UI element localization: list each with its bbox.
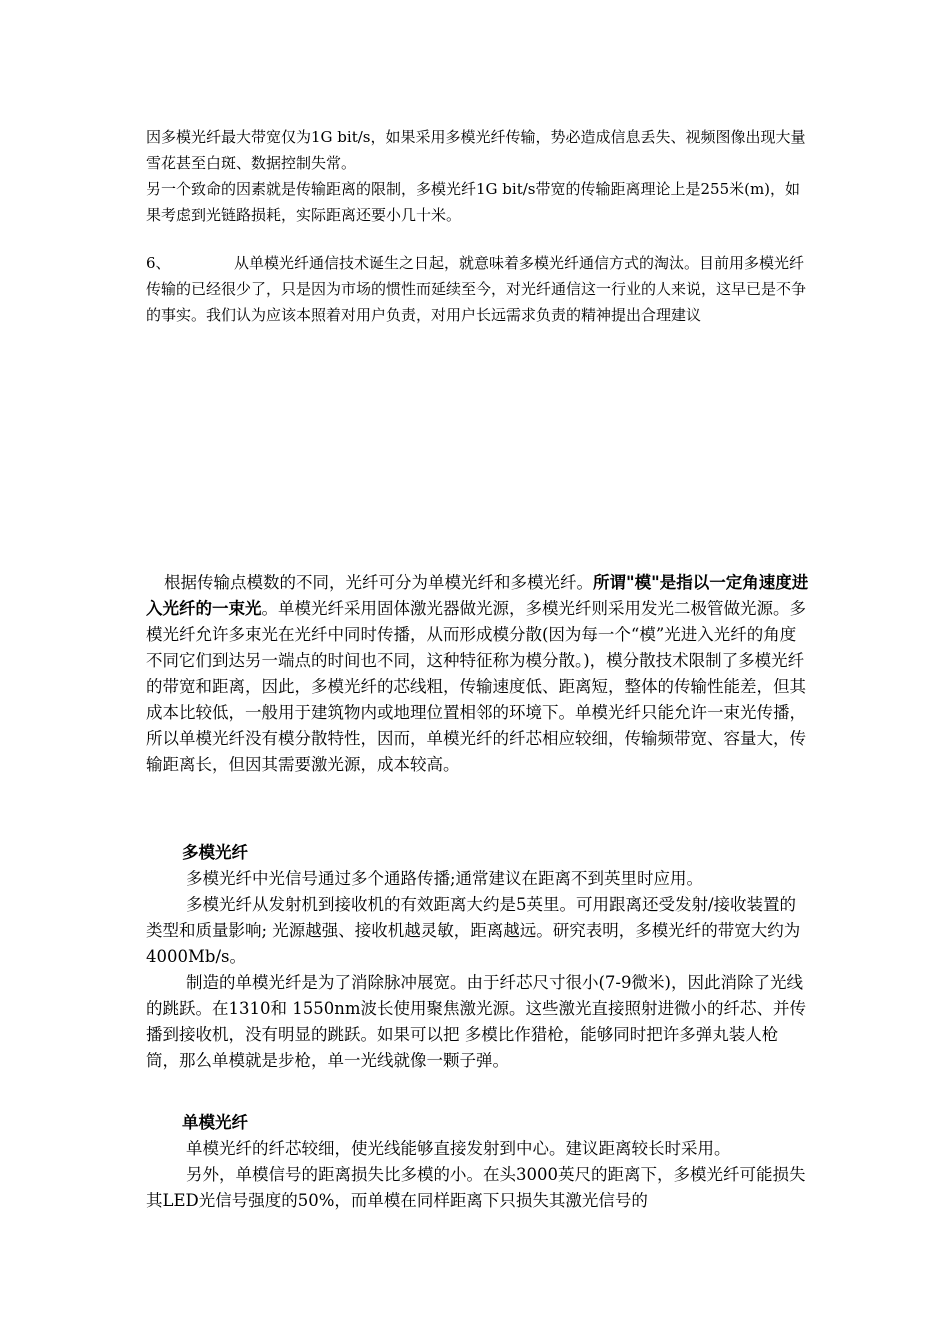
paragraph-distance: 另一个致命的因素就是传输距离的限制，多模光纤1G bit/s带宽的传输距离理论上是255米(m)，如果考虑到光链路损耗，实际距离还要小几十米。 — [146, 180, 801, 224]
paragraph-bandwidth: 因多模光纤最大带宽仅为1G bit/s，如果采用多模光纤传输，势必造成信息丢失、视频图像出现大量雪花甚至白斑、数据控制失常。 — [146, 128, 806, 172]
item-6 — [146, 250, 810, 328]
item-number: 6、 — [146, 254, 171, 272]
intro-rest: 。单模光纤采用固体激光器做光源，多模光纤则采用发光二极管做光源。多模光纤允许多束光在光纤中同时传播，从而形成模分散(因为每一个“模”光进入光纤的角度不同它们到达另一端点的时间也不同，这种特征称为模分散。)，模分散技术限制了多模光纤的带宽和距离，因此，多模光纤的芯线粗，传输速度低、距离短，整体的传输性能差，但其成本比较低，一般用于建筑物内或地理位置相邻的环境下。单模光纤只能允许一束光传播，所以单模光纤没有模分散特性，因而，单模光纤的纤芯相应较细，传输频带宽、容量大，传输距离长，但因其需要激光源，成本较高。 — [146, 599, 806, 774]
item-6-paragraph — [146, 250, 810, 328]
multimode-paragraph-3: 制造的单模光纤是为了消除脉冲展宽。由于纤芯尺寸很小(7-9微米)，因此消除了光线的跳跃。在1310和 1550nm波长使用聚焦激光源。这些激光直接照射进微小的纤芯、并传播到接收机，没有明显的跳跃。如果可以把 多模比作猎枪，能够同时把许多弹丸装人枪筒，那么单模就是步枪，单一光线就像一颗子弹。 — [146, 973, 806, 1070]
multimode-paragraph-1: 多模光纤中光信号通过多个通路传播;通常建议在距离不到英里时应用。 — [186, 869, 704, 888]
singlemode-heading: 单模光纤 — [182, 1113, 248, 1132]
singlemode-paragraph-2: 另外，单模信号的距离损失比多模的小。在头3000英尺的距离下，多模光纤可能损失其LED光信号强度的50%，而单模在同样距离下只损失其激光信号的 — [146, 1165, 806, 1210]
top-section — [146, 124, 810, 228]
intro-bold-definition: 所谓"模"是指以一定角速度进入光纤的一束光 — [146, 573, 809, 618]
intro-paragraph — [146, 570, 810, 778]
intro-lead: 根据传输点模数的不同，光纤可分为单模光纤和多模光纤。 — [164, 573, 593, 592]
singlemode-section — [146, 1110, 810, 1214]
multimode-section — [146, 840, 810, 1074]
multimode-paragraph-2: 多模光纤从发射机到接收机的有效距离大约是5英里。可用跟离还受发射/接收装置的类型和质量影响; 光源越强、接收机越灵敏，距离越远。研究表明，多模光纤的带宽大约为4000Mb/s。 — [146, 895, 801, 966]
intro-section — [146, 570, 810, 778]
multimode-heading: 多模光纤 — [182, 843, 248, 862]
singlemode-paragraph-1: 单模光纤的纤芯较细，使光线能够直接发射到中心。建议距离较长时采用。 — [186, 1139, 731, 1158]
item-6-text: 从单模光纤通信技术诞生之日起，就意味着多模光纤通信方式的淘汰。目前用多模光纤传输的已经很少了，只是因为市场的惯性而延续至今，对光纤通信这一行业的人来说，这早已是不争的事实。我们认为应该本照着对用户负责，对用户长远需求负责的精神提出合理建议 — [146, 254, 807, 324]
